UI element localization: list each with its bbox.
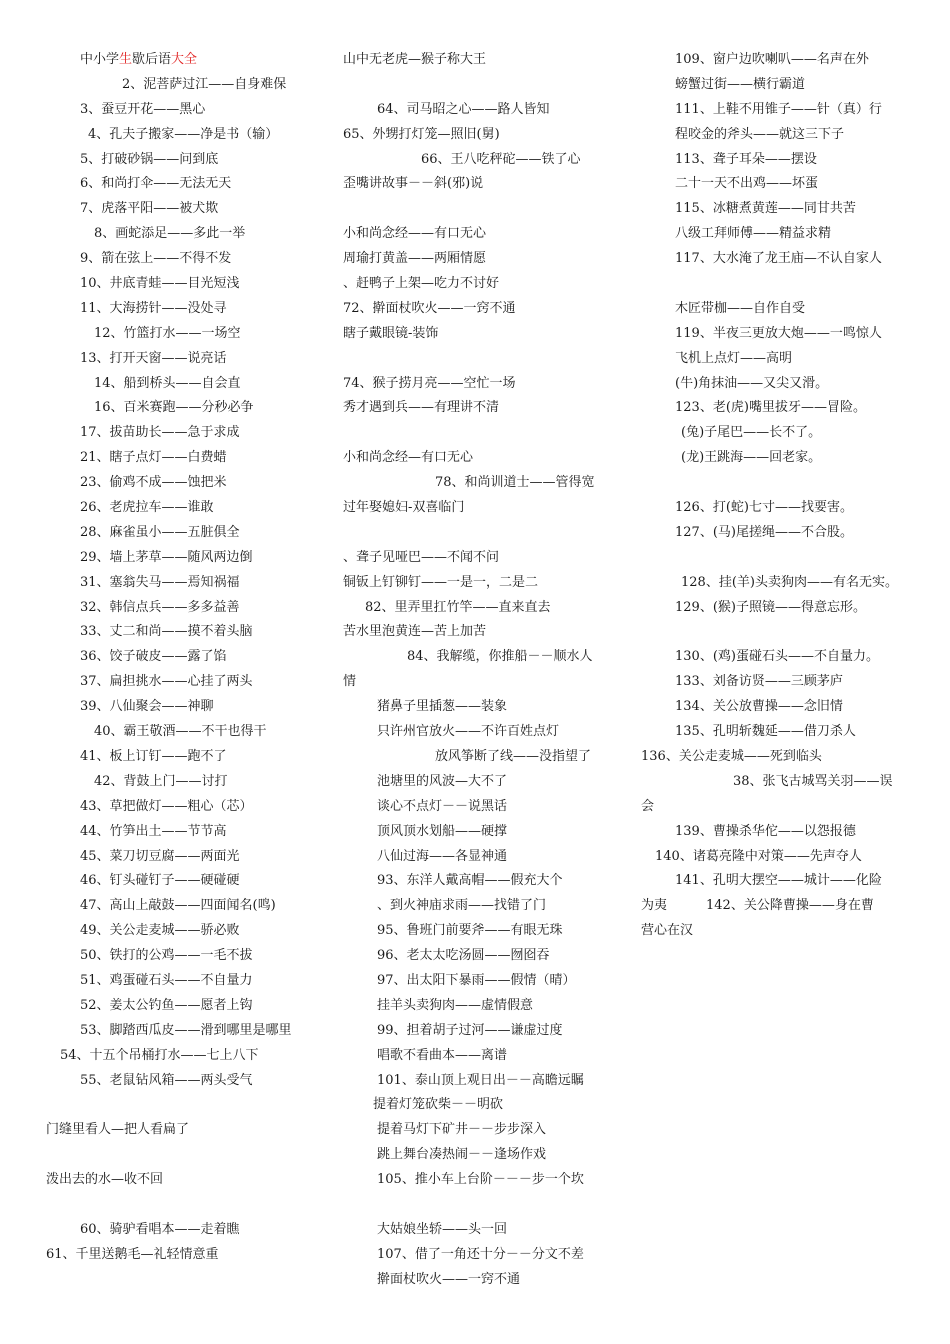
proverb-line: 瞎子戴眼镜-装饰: [343, 325, 439, 341]
proverb-line: 84、我解缆，你推船－－顺水人: [407, 649, 593, 665]
proverb-line: [343, 197, 623, 222]
proverb-line: 33、丈二和尚——摸不着头脑: [80, 624, 253, 640]
proverb-line: [641, 471, 921, 496]
page-title: [46, 48, 326, 73]
proverb-line: [641, 272, 921, 297]
proverb-line: 51、鸡蛋碰石头——不自量力: [80, 972, 253, 988]
proverb-line: [343, 521, 623, 546]
proverb-line: 木匠带枷——自作自受: [675, 300, 806, 316]
proverb-line: 、赶鸭子上架—吃力不讨好: [343, 276, 500, 292]
proverb-line: 54、十五个吊桶打水——七上八下: [60, 1047, 259, 1063]
proverb-line: 21、瞎子点灯——白费蜡: [80, 450, 227, 466]
proverb-line: 93、东洋人戴高帽——假充大个: [377, 873, 563, 889]
proverb-line: 72、擀面杖吹火——一窍不通: [343, 300, 516, 316]
proverb-line: 140、诸葛亮隆中对策——先声夺人: [655, 848, 862, 864]
proverb-line: 2、泥菩萨过江——自身难保: [122, 76, 287, 92]
proverb-line: 135、孔明斩魏延——借刀杀人: [675, 724, 856, 740]
proverb-line: [343, 73, 623, 98]
proverb-line: [46, 1093, 326, 1118]
proverb-line: 、到火神庙求雨——找错了门: [377, 898, 547, 914]
proverb-line: 9、箭在弦上——不得不发: [80, 251, 232, 267]
proverb-line: 105、推小车上台阶－－－步一个坎: [377, 1172, 584, 1188]
proverb-line: 82、里弄里扛竹竿——直来直去: [365, 599, 551, 615]
proverb-line: 17、拔苗助长——急于求成: [80, 425, 240, 441]
proverb-line: 123、老(虎)嘴里拔牙——冒险。: [675, 400, 866, 416]
proverb-line: 提着灯笼砍柴－－明砍: [373, 1097, 504, 1113]
proverb-line: 60、骑驴看唱本——走着瞧: [80, 1221, 240, 1237]
proverb-line: 40、霸王敬酒——不干也得干: [94, 724, 267, 740]
proverb-line: 、聋子见哑巴——不闻不问: [343, 549, 500, 565]
proverb-line: 61、千里送鹅毛—礼轻情意重: [46, 1246, 219, 1262]
proverb-line: 小和尚念经—有口无心: [343, 450, 474, 466]
proverb-line: 126、打(蛇)七寸——找要害。: [675, 500, 853, 516]
proverb-line: 46、钉头碰钉子——硬碰硬: [80, 873, 240, 889]
proverb-line: 程咬金的斧头——就这三下子: [675, 126, 845, 142]
proverb-line: 31、塞翁失马——焉知祸福: [80, 574, 240, 590]
proverb-line: 113、聋子耳朵——摆设: [675, 151, 817, 167]
proverb-line: 128、挂(羊)头卖狗肉——有名无实。: [681, 574, 898, 590]
proverb-line: 37、扁担挑水——心挂了两头: [80, 674, 253, 690]
proverb-line: 挂羊头卖狗肉——虚情假意: [377, 997, 534, 1013]
proverb-line: 6、和尚打伞——无法无天: [80, 176, 232, 192]
proverb-line: 周瑜打黄盖——两厢情愿: [343, 251, 487, 267]
proverb-line: 109、窗户边吹喇叭——名声在外: [675, 52, 869, 67]
proverb-line: 苦水里泡黄连—苦上加苦: [343, 624, 487, 640]
proverb-line: 55、老鼠钻风箱——两头受气: [80, 1072, 253, 1088]
proverb-line: 谈心不点灯－－说黑话: [377, 798, 508, 814]
proverb-line: 44、竹笋出土——节节高: [80, 823, 227, 839]
proverb-line: [343, 347, 623, 372]
proverb-line: [641, 620, 921, 645]
proverb-line: 42、背鼓上门——讨打: [94, 773, 228, 789]
column-1: [46, 48, 326, 1268]
proverb-line: [46, 1193, 326, 1218]
proverb-line: 32、韩信点兵——多多益善: [80, 599, 240, 615]
proverb-line: 127、(马)尾搓绳——不合股。: [675, 524, 853, 540]
proverb-line: 53、脚踏西瓜皮——滑到哪里是哪里: [80, 1022, 292, 1038]
proverb-line: 13、打开天窗——说亮话: [80, 350, 227, 366]
proverb-line: 擀面杖吹火——一窍不通: [377, 1271, 521, 1287]
title-part-4: 大全: [171, 52, 198, 67]
proverb-line: 16、百米赛跑——分秒必争: [94, 400, 254, 416]
proverb-line: 101、泰山顶上观日出－－高瞻远瞩: [377, 1072, 584, 1088]
proverb-line: 78、和尚训道士——管得宽: [435, 475, 595, 491]
proverb-line: 二十一天不出鸡——坏蛋: [675, 176, 819, 192]
proverb-line: [641, 546, 921, 571]
title-part-3: 歇后语: [132, 52, 172, 67]
proverb-line: 64、司马昭之心——路人皆知: [377, 101, 550, 117]
proverb-line: 提着马灯下矿井－－步步深入: [377, 1122, 547, 1138]
proverb-line: 119、半夜三更放大炮——一鸣惊人: [675, 325, 882, 341]
proverb-line: 3、蚕豆开花——黑心: [80, 101, 206, 117]
proverb-line: 133、刘备访贤——三顾茅庐: [675, 674, 843, 690]
proverb-line: 为夷 142、关公降曹操——身在曹: [641, 898, 874, 914]
proverb-line: 111、上鞋不用锥子——针（真）行: [675, 101, 882, 117]
proverb-line: 66、王八吃秤砣——铁了心: [421, 151, 581, 167]
column-3: [641, 48, 921, 944]
proverb-line: 猪鼻子里插葱——装象: [377, 699, 508, 715]
proverb-line: 65、外甥打灯笼—照旧(舅): [343, 126, 500, 142]
proverb-line: 小和尚念经——有口无心: [343, 226, 487, 242]
proverb-line: 36、饺子破皮——露了馅: [80, 649, 227, 665]
proverb-line: 115、冰糖煮黄莲——同甘共苦: [675, 201, 856, 217]
proverb-line: 会: [641, 798, 655, 814]
proverb-line: 129、(猴)子照镜——得意忘形。: [675, 599, 866, 615]
proverb-line: 139、曹操杀华佗——以怨报德: [675, 823, 856, 839]
proverb-line: [343, 1193, 623, 1218]
proverb-line: 99、担着胡子过河——谦虚过度: [377, 1022, 563, 1038]
proverb-line: (牛)角抹油——又尖又滑。: [675, 375, 829, 391]
proverb-line: 5、打破砂锅——问到底: [80, 151, 219, 167]
proverb-line: 螃蟹过街——横行霸道: [675, 76, 806, 92]
proverb-line: 47、高山上敲鼓——四面闻名(鸣): [80, 898, 276, 914]
proverb-line: 141、孔明大摆空——城计——化险: [675, 873, 882, 889]
proverb-line: 唱歌不看曲本——离谱: [377, 1047, 508, 1063]
proverb-line: (兔)子尾巴——长不了。: [681, 425, 822, 441]
proverb-line: 飞机上点灯——高明: [675, 350, 793, 366]
proverb-line: 门缝里看人—把人看扁了: [46, 1122, 190, 1138]
proverb-line: 41、板上订钉——跑不了: [80, 748, 227, 764]
proverb-line: 26、老虎拉车——谁敢: [80, 500, 214, 516]
proverb-line: 52、姜太公钓鱼——愿者上钩: [80, 997, 253, 1013]
proverb-line: 大姑娘坐轿——头一回: [377, 1221, 508, 1237]
proverb-line: 11、大海捞针——没处寻: [80, 300, 227, 316]
proverb-line: 跳上舞台凑热闹－－逢场作戏: [377, 1147, 547, 1163]
proverb-line: 放风筝断了线——没指望了: [435, 748, 592, 764]
column-2: [343, 48, 623, 1293]
proverb-line: (龙)王跳海——回老家。: [681, 450, 822, 466]
proverb-line: 过年娶媳妇-双喜临门: [343, 500, 465, 516]
proverb-line: 23、偷鸡不成——蚀把米: [80, 475, 227, 491]
proverb-line: [343, 421, 623, 446]
proverb-line: 95、鲁班门前要斧——有眼无珠: [377, 923, 563, 939]
proverb-line: 117、大水淹了龙王庙—不认自家人: [675, 251, 882, 267]
proverb-line: 山中无老虎—猴子称大王: [343, 52, 487, 67]
proverb-line: 45、菜刀切豆腐——两面光: [80, 848, 240, 864]
proverb-line: 107、借了一角还十分－－分文不差: [377, 1246, 584, 1262]
proverb-line: 130、(鸡)蛋碰石头——不自量力。: [675, 649, 879, 665]
proverb-line: 29、墙上茅草——随风两边倒: [80, 549, 253, 565]
title-part-2: 生: [119, 52, 133, 67]
proverb-line: 八仙过海——各显神通: [377, 848, 508, 864]
proverb-line: 只许州官放火——不许百姓点灯: [377, 724, 560, 740]
proverb-line: 10、井底青蛙——目光短浅: [80, 276, 240, 292]
proverb-line: 铜钣上钉铆钉——一是一，二是二: [343, 574, 539, 590]
proverb-line: 38、张飞古城骂关羽——误: [733, 773, 893, 789]
proverb-line: 7、虎落平阳——被犬欺: [80, 201, 219, 217]
proverb-line: 50、铁打的公鸡——一毛不拔: [80, 948, 253, 964]
proverb-line: 43、草把做灯——粗心（芯）: [80, 798, 253, 814]
proverb-line: 39、八仙聚会——神聊: [80, 699, 214, 715]
proverb-line: 49、关公走麦城——骄必败: [80, 923, 240, 939]
proverb-line: [46, 1143, 326, 1168]
proverb-line: 96、老太太吃汤圆——囫囵吞: [377, 948, 550, 964]
proverb-line: 97、出太阳下暴雨——假情（晴）: [377, 972, 576, 988]
proverb-line: 歪嘴讲故事－－斜(邪)说: [343, 176, 484, 192]
proverb-line: 八级工拜师傅——精益求精: [675, 226, 832, 242]
proverb-line: 秀才遇到兵——有理讲不清: [343, 400, 500, 416]
proverb-line: 28、麻雀虽小——五脏俱全: [80, 524, 240, 540]
proverb-line: 营心在汉: [641, 923, 694, 939]
proverb-line: 8、画蛇添足——多此一举: [94, 226, 246, 242]
proverb-line: 12、竹篮打水——一场空: [94, 325, 241, 341]
proverb-line: 顶风顶水划船——硬撑: [377, 823, 508, 839]
proverb-line: 74、猴子捞月亮——空忙一场: [343, 375, 516, 391]
proverb-line: 14、船到桥头——自会直: [94, 375, 241, 391]
proverb-line: 情: [343, 674, 357, 690]
proverb-line: 136、关公走麦城——死到临头: [641, 748, 822, 764]
proverb-line: 134、关公放曹操——念旧情: [675, 699, 843, 715]
proverb-line: 泼出去的水—收不回: [46, 1172, 164, 1188]
proverb-line: 4、孔夫子搬家——净是书（输）: [88, 126, 279, 142]
proverb-line: 池塘里的风波—大不了: [377, 773, 508, 789]
title-part-1: 中小学: [80, 52, 120, 67]
